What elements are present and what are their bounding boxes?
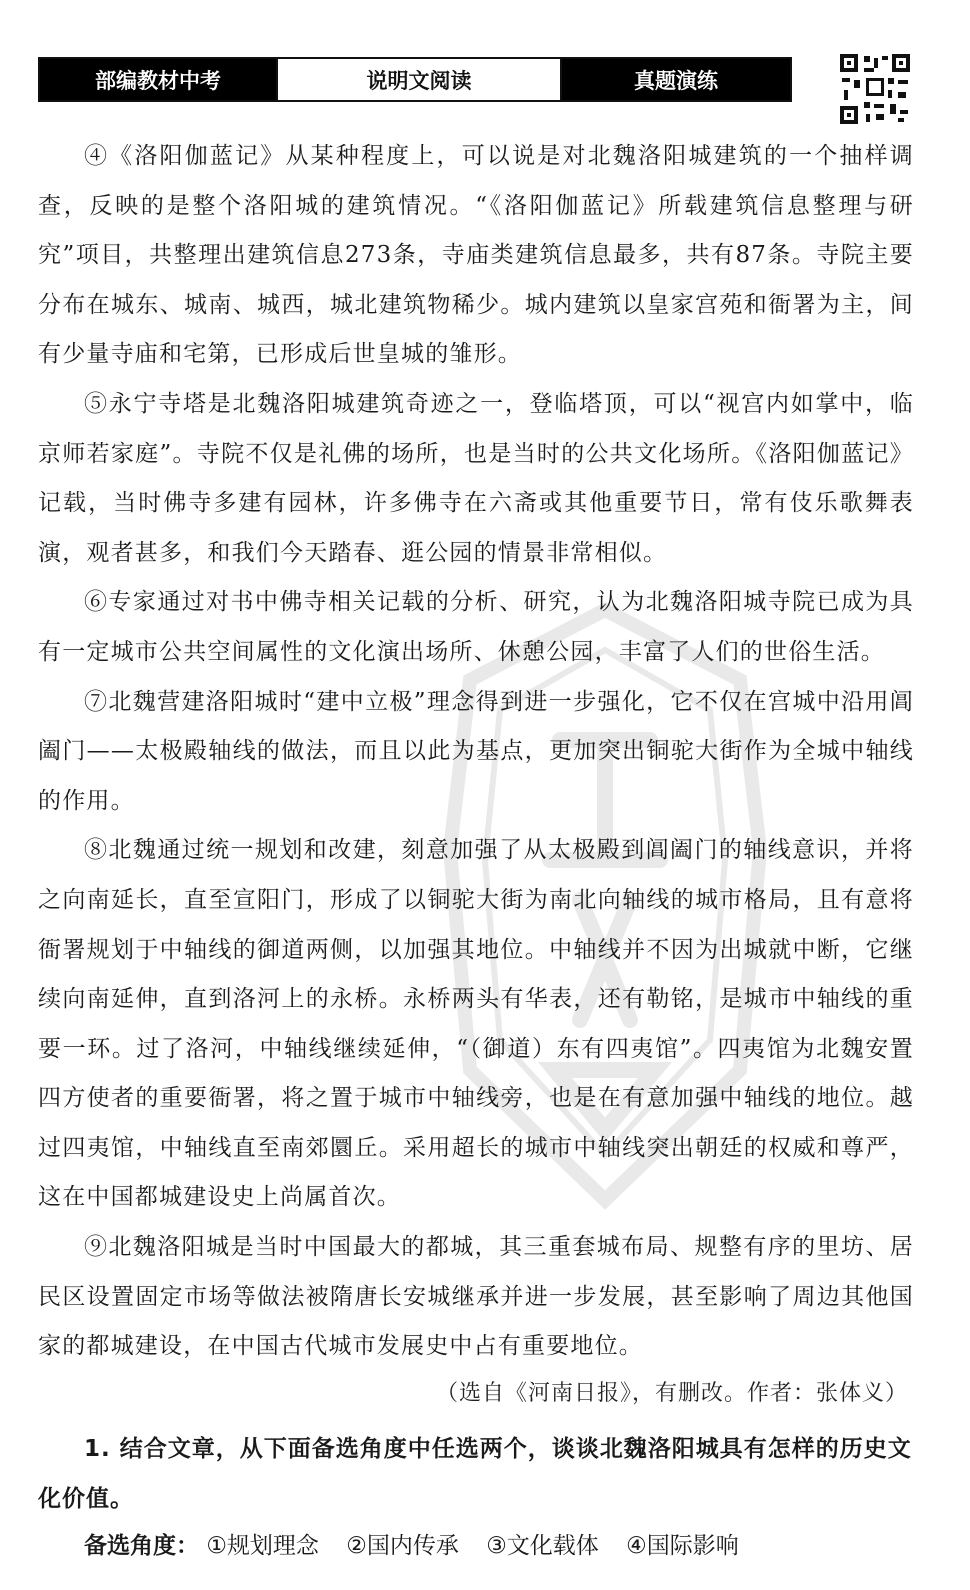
option-item: ④国际影响 [626,1533,739,1559]
options-label: 备选角度： [84,1533,199,1559]
header-bar [38,57,792,102]
option-item: ③文化载体 [486,1533,599,1559]
header-center: 说明文阅读 [276,59,562,100]
paragraph-4: ④《洛阳伽蓝记》从某种程度上，可以说是对北魏洛阳城建筑的一个抽样调查，反映的是整个洛阳城的建筑情况。“《洛阳伽蓝记》所载建筑信息整理与研究”项目，共整理出建筑信息273条，寺庙类建筑信息最多，共有87条。寺院主要分布在城东、城南、城西，城北建筑物稀少。城内建筑以皇家宫苑和衙署为主，间有少量寺庙和宅第，已形成后世皇城的雏形。 [38,143,914,368]
paragraph-9: ⑨北魏洛阳城是当时中国最大的都城，其三重套城布局、规整有序的里坊、居民区设置固定市场等做法被隋唐长安城继承并进一步发展，甚至影响了周边其他国家的都城建设，在中国古代城市发展史中占有重要地位。 [38,1234,914,1360]
paragraph-5: ⑤永宁寺塔是北魏洛阳城建筑奇迹之一，登临塔顶，可以“视宫内如掌中，临京师若家庭”。寺院不仅是礼佛的场所，也是当时的公共文化场所。《洛阳伽蓝记》记载，当时佛寺多建有园林，许多佛寺在六斋或其他重要节日，常有伎乐歌舞表演，观者甚多，和我们今天踏春、逛公园的情景非常相似。 [38,390,914,566]
question-1: 1. 结合文章，从下面备选角度中任选两个，谈谈北魏洛阳城具有怎样的历史文化价值。 [38,1436,912,1512]
option-item: ②国内传承 [346,1533,459,1559]
article-body [38,132,914,1372]
qr-code-icon [840,54,910,124]
header-right: 真题演练 [562,59,790,100]
source-citation: （选自《河南日报》，有删改。作者：张体义） [435,1381,908,1406]
paragraph-8: ⑧北魏通过统一规划和改建，刻意加强了从太极殿到阊阖门的轴线意识，并将之向南延长，直至宣阳门，形成了以铜驼大街为南北向轴线的城市格局，且有意将衙署规划于中轴线的御道两侧，以加强其地位。中轴线并不因为出城就中断，它继续向南延伸，直到洛河上的永桥。永桥两头有华表，还有勒铭，是城市中轴线的重要一环。过了洛河，中轴线继续延伸，“（御道）东有四夷馆”。四夷馆为北魏安置四方使者的重要衙署，将之置于城市中轴线旁，也是在有意加强中轴线的地位。越过四夷馆，中轴线直至南郊圜丘。采用超长的城市中轴线突出朝廷的权威和尊严，这在中国都城建设史上尚属首次。 [38,837,914,1211]
header-left: 部编教材中考 [40,59,276,100]
paragraph-7: ⑦北魏营建洛阳城时“建中立极”理念得到进一步强化，它不仅在宫城中沿用阊阖门——太极殿轴线的做法，而且以此为基点，更加突出铜驼大街作为全城中轴线的作用。 [38,688,914,814]
option-angles [84,1524,759,1568]
option-item: ①规划理念 [206,1533,319,1559]
paragraph-6: ⑥专家通过对书中佛寺相关记载的分析、研究，认为北魏洛阳城寺院已成为具有一定城市公共空间属性的文化演出场所、休憩公园，丰富了人们的世俗生活。 [38,589,914,665]
